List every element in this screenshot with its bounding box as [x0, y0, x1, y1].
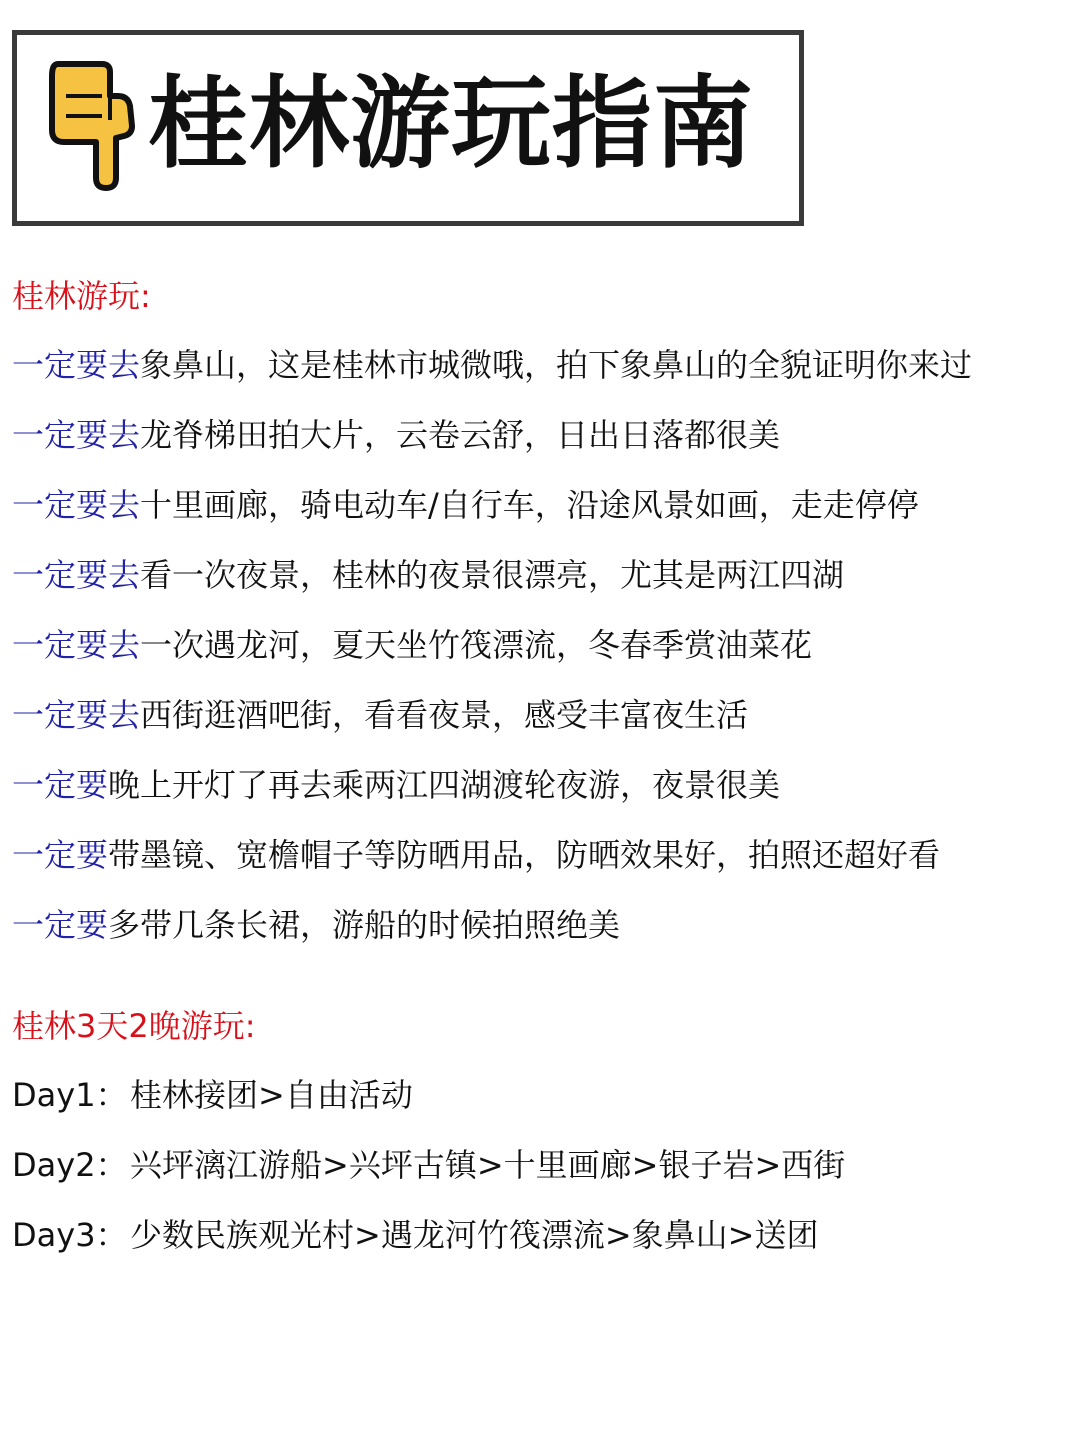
list-item	[12, 890, 972, 960]
itinerary-list	[12, 1060, 845, 1270]
itinerary-day	[12, 1200, 845, 1270]
day-label: Day1：	[12, 1076, 128, 1114]
day-route: 桂林接团>自由活动	[130, 1076, 413, 1114]
list-item	[12, 540, 972, 610]
must-prefix: 一定要	[12, 906, 109, 944]
must-do-list	[12, 330, 972, 960]
must-prefix: 一定要	[12, 836, 109, 874]
itinerary-day	[12, 1060, 845, 1130]
must-do-heading: 桂林游玩:	[12, 277, 151, 315]
must-text: 十里画廊，骑电动车/自行车，沿途风景如画，走走停停	[140, 486, 919, 524]
must-text: 看一次夜景，桂林的夜景很漂亮，尤其是两江四湖	[140, 556, 845, 594]
list-item	[12, 820, 972, 890]
page-title: 桂林游玩指南	[148, 65, 754, 182]
must-text: 一次遇龙河，夏天坐竹筏漂流，冬春季赏油菜花	[140, 626, 813, 664]
must-prefix: 一定要去	[12, 416, 141, 454]
day-label: Day2：	[12, 1146, 128, 1184]
pointing-down-hand-icon	[44, 56, 138, 196]
list-item	[12, 470, 972, 540]
must-text: 象鼻山，这是桂林市城微哦，拍下象鼻山的全貌证明你来过	[140, 346, 973, 384]
must-text: 龙脊梯田拍大片，云卷云舒，日出日落都很美	[140, 416, 781, 454]
must-prefix: 一定要去	[12, 696, 141, 734]
must-text: 西街逛酒吧街，看看夜景，感受丰富夜生活	[140, 696, 749, 734]
must-text: 晚上开灯了再去乘两江四湖渡轮夜游，夜景很美	[108, 766, 781, 804]
list-item	[12, 750, 972, 820]
list-item	[12, 400, 972, 470]
day-route: 少数民族观光村>遇龙河竹筏漂流>象鼻山>送团	[130, 1216, 819, 1254]
must-prefix: 一定要去	[12, 556, 141, 594]
list-item	[12, 680, 972, 750]
must-prefix: 一定要	[12, 766, 109, 804]
itinerary-day	[12, 1130, 845, 1200]
must-prefix: 一定要去	[12, 486, 141, 524]
must-text: 多带几条长裙，游船的时候拍照绝美	[108, 906, 621, 944]
list-item	[12, 330, 972, 400]
must-prefix: 一定要去	[12, 346, 141, 384]
list-item	[12, 610, 972, 680]
must-text: 带墨镜、宽檐帽子等防晒用品，防晒效果好，拍照还超好看	[108, 836, 941, 874]
day-label: Day3：	[12, 1216, 128, 1254]
day-route: 兴坪漓江游船>兴坪古镇>十里画廊>银子岩>西街	[130, 1146, 846, 1184]
itinerary-heading: 桂林3天2晚游玩:	[12, 1007, 256, 1045]
must-prefix: 一定要去	[12, 626, 141, 664]
